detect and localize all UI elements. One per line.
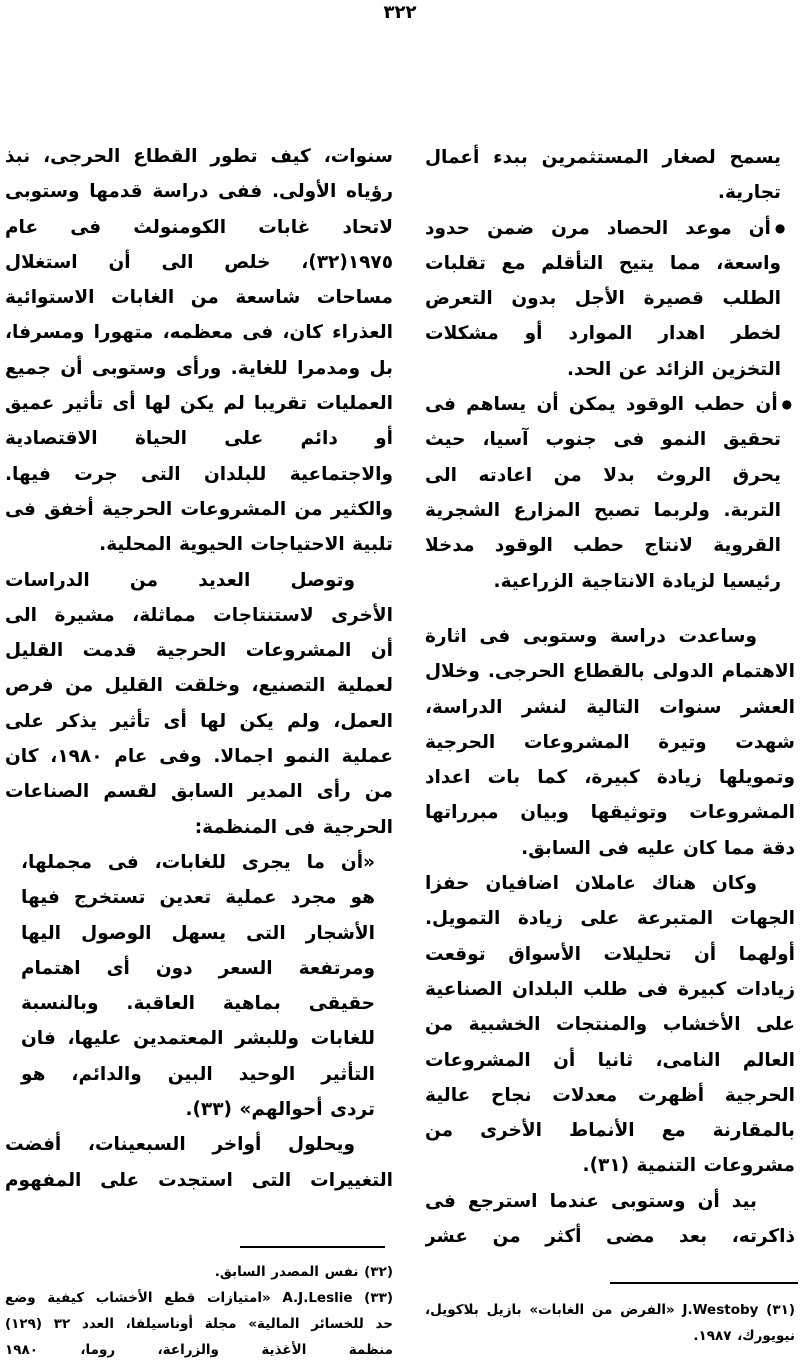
- text-line: يسمح لصغار المستثمرين ببدء أعمال: [425, 147, 781, 168]
- text-line: من رأى المدير السابق لقسم الصناعات: [5, 781, 393, 803]
- footnote-line: منظمة الأغذية والزراعة، روما، ١٩٨٠: [5, 1342, 393, 1358]
- text-line: وتمويلها زيادة كبيرة، كما بات اعداد: [425, 767, 795, 789]
- text-line: الجهات المتبرعة على زيادة التمويل.: [425, 908, 795, 930]
- text-line: لخطر اهدار الموارد أو مشكلات: [425, 323, 781, 345]
- footnote-divider-left: [240, 1246, 385, 1248]
- text-line: الاهتمام الدولى بالقطاع الحرجى. وخلال: [425, 661, 795, 683]
- text-line: العمل، ولم يكن لها أى تأثير يذكر على: [5, 710, 393, 732]
- text-line: القروية لانتاج حطب الوقود مدخلا: [425, 535, 781, 557]
- text-line: يحرق الروث بدلا من اعادته الى: [425, 464, 781, 486]
- text-line: بيد أن وستوبى عندما استرجع فى: [425, 1190, 757, 1212]
- text-line: سنوات، كيف تطور القطاع الحرجى، نبذ: [5, 146, 393, 167]
- quote-line: للغابات وللبشر المعتمدين عليها، فان: [21, 1028, 375, 1050]
- page-number: ٣٢٢: [383, 2, 417, 23]
- footnote-line: (٣٣) A.J.Leslie «امتيازات قطع الأخشاب كيفية وضع: [5, 1290, 393, 1306]
- bullet-item-line: ● أن موعد الحصاد مرن ضمن حدود: [425, 211, 795, 246]
- text-line: شهدت وتيرة المشروعات الحرجية: [425, 731, 795, 753]
- text-line: تحقيق النمو فى جنوب آسيا، حيث: [425, 429, 781, 451]
- right-column-bullets: [425, 140, 795, 599]
- text-line: والاجتماعية للبلدان التى جرت فيها.: [5, 463, 393, 485]
- quote-line: «أن ما يجرى للغابات، فى مجملها،: [21, 851, 375, 873]
- quote-line: الأشجار التى يسهل الوصول اليها: [21, 922, 375, 944]
- quote-line: تردى أحوالهم» (٣٣).: [185, 1099, 375, 1121]
- text-line: الطلب قصيرة الأجل بدون التعرض: [425, 288, 781, 310]
- bullet-item-line: ● أن حطب الوقود يمكن أن يساهم فى: [425, 387, 795, 422]
- text-line: التخزين الزائد عن الحد.: [567, 358, 781, 380]
- text-line: ويحلول أواخر السبعينات، أفضت: [5, 1134, 355, 1156]
- quote-line: ومرتفعة السعر دون أى اهتمام: [21, 957, 375, 979]
- text-line: الأخرى لاستنتاجات مماثلة، مشيرة الى: [5, 604, 393, 626]
- text-line: تلبية الاحتياجات الحيوية المحلية.: [99, 534, 393, 556]
- footnote-line: (٣١) J.Westoby «الفرض من الغابات» بازيل بلاكويل،: [425, 1302, 795, 1318]
- text-line: دقة مما كان عليه فى السابق.: [521, 837, 795, 859]
- text-line: لاتحاد غابات الكومنولث فى عام: [5, 216, 393, 238]
- text-line: العشر سنوات التالية لنشر الدراسة،: [425, 696, 795, 718]
- text-line: أن المشروعات الحرجية قدمت القليل: [5, 640, 393, 662]
- text-line: أو دائم على الحياة الاقتصادية: [5, 428, 393, 450]
- text-line: على الأخشاب والمنتجات الخشبية من: [425, 1014, 795, 1036]
- text-line: التغييرات التى استجدت على المفهوم: [5, 1169, 393, 1191]
- text-line: بل ومدمرا للغاية. ورأى وستوبى أن جميع: [5, 357, 393, 379]
- text-line: المشروعات وتوثيقها وبيان مبرراتها: [425, 802, 795, 824]
- text-line: التربة. ولربما تصبح المزارع الشجرية: [425, 499, 781, 521]
- text-line: مساحات شاسعة من الغابات الاستوائية: [5, 287, 393, 309]
- text-line: زيادات كبيرة فى طلب البلدان الصناعية: [425, 978, 795, 1000]
- text-line: العذراء كان، فى معظمه، متهورا ومسرفا،: [5, 322, 393, 344]
- text-line: وساعدت دراسة وستوبى فى اثارة: [425, 626, 757, 647]
- text-line: تجارية.: [717, 182, 781, 204]
- text-line: العالم النامى، ثانيا أن المشروعات: [425, 1049, 795, 1071]
- text-line: وكان هناك عاملان اضافيان حفزا: [425, 873, 757, 895]
- quote-line: هو مجرد عملية تعدين تستخرج فيها: [21, 887, 375, 909]
- text-line: لعملية التصنيع، وخلقت القليل من فرص: [5, 675, 393, 697]
- text-line: واسعة، مما يتيح التأقلم مع تقلبات: [425, 252, 781, 274]
- footnote-divider-right: [610, 1282, 798, 1284]
- text-line: رؤياه الأولى. ففى دراسة قدمها وستوبى: [5, 181, 393, 203]
- right-column-body: [425, 619, 795, 1254]
- text-line: العمليات تقريبا لم يكن لها أى تأثير عميق: [5, 393, 393, 415]
- text-line: ذاكرته، بعد مضى أكثر من عشر: [425, 1226, 795, 1248]
- text-line: عملية النمو اجمالا. وفى عام ١٩٨٠، كان: [5, 746, 393, 768]
- footnote-line: حد للخسائر المالية» مجلة أوناسيلفا، العدد ٣٢ (١٢٩): [5, 1316, 393, 1332]
- text-line: الحرجية فى المنظمة:: [194, 816, 393, 838]
- left-column-body: [5, 139, 393, 1198]
- footnote-line: نيويورك، ١٩٨٧.: [693, 1328, 795, 1344]
- footnote-line: (٣٢) نفس المصدر السابق.: [214, 1264, 393, 1280]
- text-line: مشروعات التنمية (٣١).: [582, 1155, 795, 1177]
- text-line: ١٩٧٥(٣٢)، خلص الى أن استغلال: [5, 251, 393, 273]
- text-line: الحرجية أظهرت معدلات نجاح عالية: [425, 1084, 795, 1106]
- quote-line: التأثير الوحيد البين والدائم، هو: [21, 1063, 375, 1085]
- text-line: رئيسيا لزيادة الانتاجية الزراعية.: [493, 570, 781, 592]
- text-line: والكثير من المشروعات الحرجية أخفق فى: [5, 498, 393, 520]
- text-line: أولهما أن تحليلات الأسواق توقعت: [425, 943, 795, 965]
- text-line: وتوصل العديد من الدراسات: [5, 569, 355, 591]
- quote-line: حقيقى بماهية العاقبة. وبالنسبة: [21, 993, 375, 1015]
- footnotes-right: [425, 1297, 795, 1349]
- footnotes-left: [5, 1259, 393, 1363]
- text-line: بالمقارنة مع الأنماط الأخرى من: [425, 1120, 795, 1142]
